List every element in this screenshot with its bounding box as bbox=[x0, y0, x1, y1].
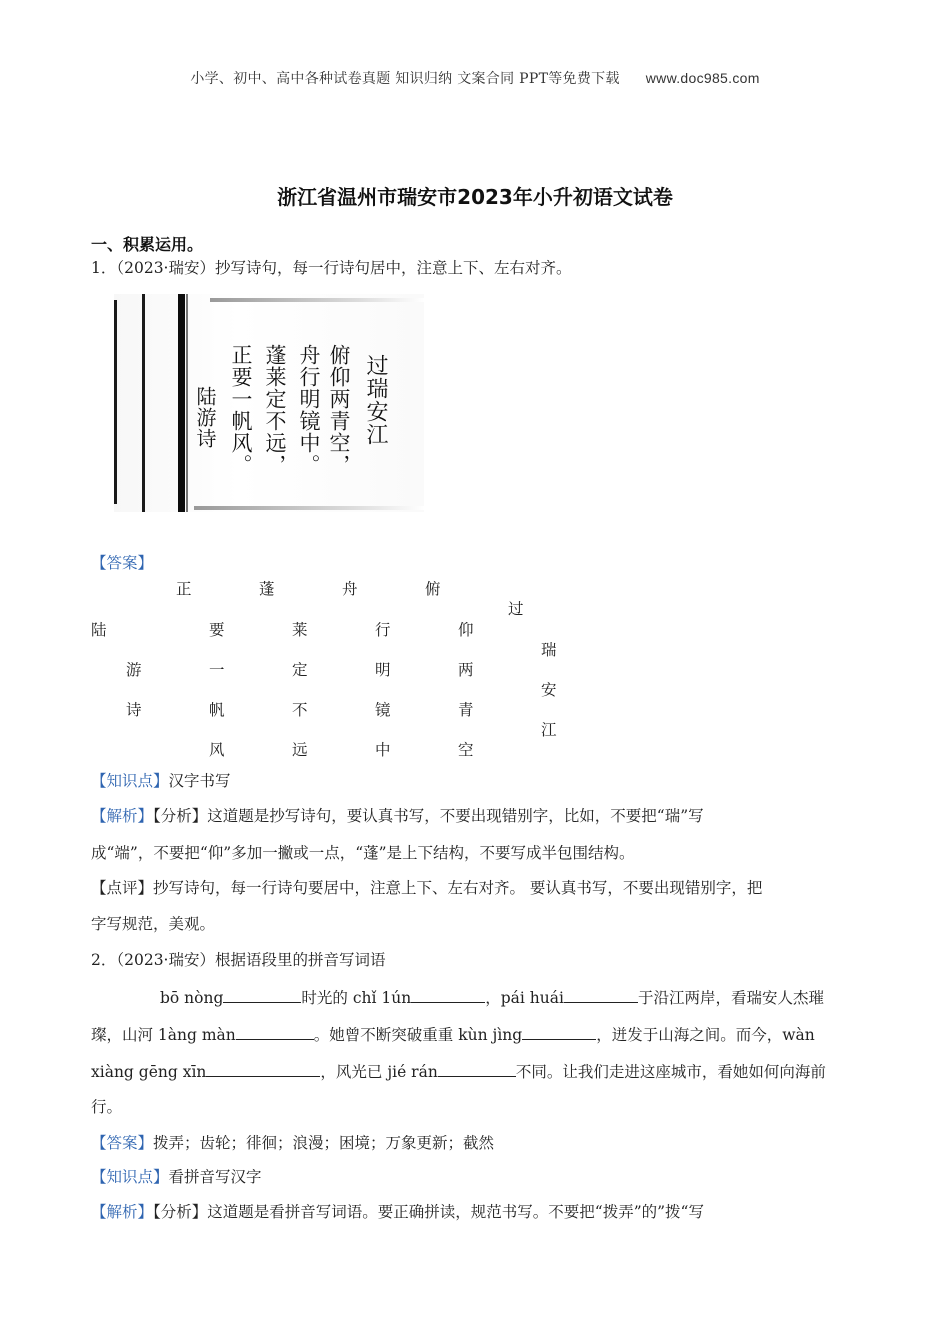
border-rule bbox=[186, 294, 188, 512]
answer-char: 要 bbox=[209, 621, 225, 639]
poem-line-2: 舟行明镜中。 bbox=[297, 344, 321, 476]
answer-blank[interactable] bbox=[438, 1060, 516, 1077]
answer-char: 风 bbox=[209, 741, 225, 759]
header-url[interactable]: www.doc985.com bbox=[645, 70, 760, 86]
answer-char: 瑞 bbox=[541, 641, 557, 659]
answer-char: 蓬 bbox=[259, 580, 275, 598]
answer-char: 陆 bbox=[91, 621, 107, 639]
answer-char: 定 bbox=[292, 661, 308, 679]
answer-char: 莱 bbox=[292, 621, 308, 639]
answer-char: 行 bbox=[375, 621, 391, 639]
poem-title: 过瑞安江 bbox=[363, 354, 388, 446]
answer-char: 明 bbox=[375, 661, 391, 679]
answer-char: 正 bbox=[176, 580, 192, 598]
poem-image bbox=[114, 294, 424, 512]
answer-blank[interactable] bbox=[236, 1023, 314, 1040]
analysis-2: 【解析】【分析】这道题是看拼音写词语。要正确拼读，规范书写。不要把“拨弄”的”拨“写 bbox=[91, 1203, 704, 1221]
answer-char: 镜 bbox=[375, 701, 391, 719]
q2-paragraph-line-3: xiàng gēng xīn ，风光已 jié rán 不同。让我们走进这座城市，看她如何向海前 bbox=[91, 1060, 826, 1082]
answer-char: 舟 bbox=[342, 580, 358, 598]
question-1-text: 1．（2023·瑞安）抄写诗句，每一行诗句居中，注意上下、左右对齐。 bbox=[91, 259, 572, 277]
analysis-1-line-1: 【解析】【分析】这道题是抄写诗句，要认真书写，不要出现错别字，比如，不要把“瑞”写 bbox=[91, 807, 704, 825]
answer-char: 仰 bbox=[458, 621, 474, 639]
knowledge-point-1: 【知识点】汉字书写 bbox=[91, 772, 231, 790]
answer-char: 青 bbox=[458, 701, 474, 719]
bottom-edge-line bbox=[194, 506, 424, 510]
answer-char: 空 bbox=[458, 741, 474, 759]
poem-line-1: 俯仰两青空， bbox=[327, 344, 351, 476]
section-heading: 一、积累运用。 bbox=[91, 235, 204, 254]
poem-author: 陆游诗 bbox=[193, 386, 217, 449]
answer-tag: 【答案】 bbox=[91, 554, 154, 572]
answer-char: 江 bbox=[541, 721, 557, 739]
answer-blank[interactable] bbox=[411, 986, 485, 1003]
q2-paragraph-line-2: 璨，山河 1àng màn 。她曾不断突破重重 kùn jìng ，迸发于山海之间。而今，wàn bbox=[91, 1023, 815, 1045]
border-rule bbox=[114, 300, 117, 504]
border-rule bbox=[142, 294, 145, 512]
answer-2: 【答案】拨弄；齿轮；徘徊；浪漫；困境；万象更新；截然 bbox=[91, 1134, 495, 1152]
answer-blank[interactable] bbox=[522, 1023, 596, 1040]
document-title: 浙江省温州市瑞安市2023年小升初语文试卷 bbox=[277, 185, 673, 209]
answer-char: 诗 bbox=[126, 701, 142, 719]
comment-1-line-2: 字写规范，美观。 bbox=[91, 915, 216, 933]
border-rule bbox=[178, 294, 185, 512]
top-edge-line bbox=[210, 298, 424, 302]
analysis-1-line-2: 成“端”，不要把“仰”多加一撇或一点，“蓬”是上下结构，不要写成半包围结构。 bbox=[91, 844, 635, 862]
answer-char: 过 bbox=[508, 600, 524, 618]
question-2-text: 2．（2023·瑞安）根据语段里的拼音写词语 bbox=[91, 951, 386, 969]
comment-1-line-1: 【点评】抄写诗句，每一行诗句要居中，注意上下、左右对齐。 要认真书写，不要出现错别字，把 bbox=[91, 879, 763, 897]
answer-char: 游 bbox=[126, 661, 142, 679]
answer-char: 安 bbox=[541, 681, 557, 699]
answer-char: 两 bbox=[458, 661, 474, 679]
answer-blank[interactable] bbox=[564, 986, 638, 1003]
page-header bbox=[0, 68, 950, 88]
knowledge-point-2: 【知识点】看拼音写汉字 bbox=[91, 1168, 262, 1186]
answer-char: 远 bbox=[292, 741, 308, 759]
answer-blank[interactable] bbox=[223, 986, 301, 1003]
answer-blank[interactable] bbox=[206, 1060, 320, 1077]
answer-char: 俯 bbox=[425, 580, 441, 598]
answer-char: 一 bbox=[209, 661, 225, 679]
answer-char: 帆 bbox=[209, 701, 225, 719]
q2-paragraph-line-1: bō nòng 时光的 chǐ 1ún ，pái huái 于沿江两岸，看瑞安人杰璀 bbox=[160, 986, 824, 1008]
q2-paragraph-line-4: 行。 bbox=[91, 1098, 123, 1116]
answer-char: 不 bbox=[292, 701, 308, 719]
poem-line-4: 正要一帆风。 bbox=[229, 344, 253, 476]
answer-char: 中 bbox=[375, 741, 391, 759]
poem-line-3: 蓬莱定不远， bbox=[263, 344, 287, 476]
header-text: 小学、初中、高中各种试卷真题 知识归纳 文案合同 PPT等免费下载 bbox=[190, 71, 620, 87]
